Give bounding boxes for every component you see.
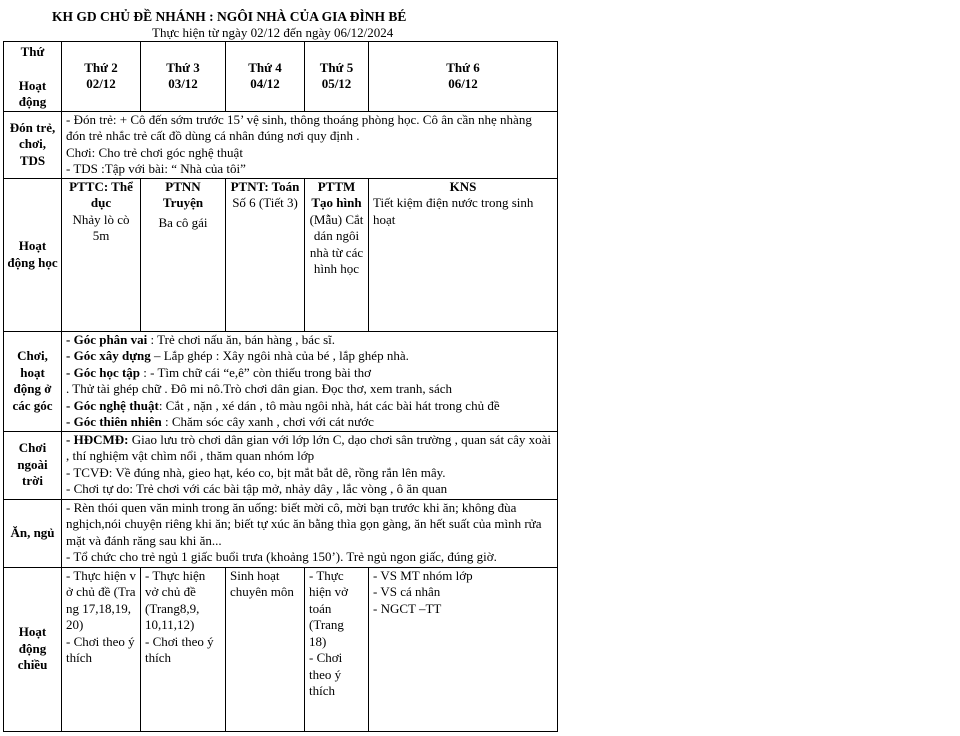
afternoon-item: - Chơi theo ý thích	[66, 633, 135, 665]
goc-item	[66, 398, 553, 415]
text-line: - Tổ chức cho trẻ ngủ 1 giấc buổi trưa (khoảng 150’). Trẻ ngủ ngon giấc, đúng giờ.	[66, 549, 497, 564]
day-header-4	[369, 42, 558, 112]
goc-term: - Góc học tập	[66, 364, 141, 380]
corner-header-cell	[4, 42, 62, 112]
row-label-hoat-dong-hoc: Hoạt động học	[4, 178, 62, 331]
row-choi-ngoai-troi	[4, 431, 558, 499]
ngoai-troi-term: - HĐCMĐ:	[66, 431, 129, 447]
day-date: 05/12	[321, 76, 352, 92]
goc-item	[66, 332, 553, 349]
lesson-cell-1	[141, 178, 226, 331]
an-ngu-content	[62, 499, 558, 567]
text-line: - TDS :Tập với bài: “ Nhà của tôi”	[66, 161, 246, 176]
text-line: - Rèn thói quen văn minh trong ăn uống: biết mời cô, mời bạn trước khi ăn; không đùa nghịch,nói chuyện riêng khi ăn; biết tự xúc ăn bằng thìa gọn gàng, ăn hết suất của mình rửa mặt và đánh răng sau khi ăn...	[66, 499, 542, 548]
lesson-body: Số 6 (Tiết 3)	[232, 195, 298, 210]
ngoai-troi-item	[66, 465, 553, 482]
lesson-body: Ba cô gái	[158, 214, 208, 230]
lesson-body: Nhảy lò cò 5m	[72, 211, 130, 243]
goc-text: : Cắt , nặn , xé dán , tô màu ngôi nhà, hát các bài hát trong chủ đề	[158, 397, 500, 413]
afternoon-item: - NGCT –TT	[373, 600, 442, 616]
row-don-tre	[4, 111, 558, 178]
goc-term: - Góc phân vai	[66, 331, 148, 347]
day-name: Thứ 5	[319, 59, 354, 75]
afternoon-item: Sinh hoạt chuyên môn	[230, 567, 294, 599]
weekly-plan-table	[3, 41, 558, 732]
row-an-ngu	[4, 499, 558, 567]
ngoai-troi-text: - TCVĐ: Về đúng nhà, gieo hạt, kéo co, bịt mắt bắt dê, rồng rắn lên mây.	[66, 464, 446, 480]
day-name: Thứ 3	[166, 59, 200, 75]
lesson-cell-3	[305, 178, 369, 331]
row-label-hoat-dong-chieu: Hoạt động chiều	[4, 567, 62, 731]
don-tre-content	[62, 111, 558, 178]
day-header-2	[226, 42, 305, 112]
day-name: Thứ 2	[84, 59, 118, 75]
lesson-body: Tiết kiệm điện nước trong sinh hoạt	[373, 195, 534, 227]
afternoon-item: - Thực hiện vở chủ đề (Trang8,9, 10,11,12)	[145, 567, 206, 632]
row-label-an-ngu: Ăn, ngủ	[4, 499, 62, 567]
choi-goc-content	[62, 331, 558, 431]
lesson-cell-0	[62, 178, 141, 331]
goc-item	[66, 381, 553, 398]
afternoon-cell-3	[305, 567, 369, 731]
goc-term: - Góc nghệ thuật	[66, 397, 159, 413]
text-line: Chơi: Cho trẻ chơi góc nghệ thuật	[66, 144, 243, 160]
corner-header-activity: Hoạt động	[18, 77, 47, 109]
lesson-heading: PTTM Tạo hình	[311, 178, 362, 210]
day-date: 02/12	[86, 76, 116, 92]
day-header-0	[62, 42, 141, 112]
goc-text: : Trẻ chơi nấu ăn, bán hàng , bác sĩ.	[147, 331, 336, 347]
page-title: KH GD CHỦ ĐỀ NHÁNH : NGÔI NHÀ CỦA GIA ĐÌNH BÉ	[52, 9, 407, 24]
afternoon-item: - Chơi theo ý thích	[145, 633, 214, 665]
header-row	[4, 42, 558, 112]
lesson-cell-4	[369, 178, 558, 331]
goc-item	[66, 365, 553, 382]
lesson-body: (Mẫu) Cắt dán ngôi nhà từ các hình học	[309, 211, 364, 276]
page-subtitle: Thực hiện từ ngày 02/12 đến ngày 06/12/2024	[152, 25, 394, 40]
goc-text: : - Tìm chữ cái “e,ê” còn thiếu trong bài thơ	[140, 364, 372, 380]
row-label-choi-ngoai-troi: Chơi ngoài trời	[4, 431, 62, 499]
afternoon-item: - Chơi theo ý thích	[309, 650, 343, 698]
lesson-heading: PTNT: Toán	[230, 178, 300, 194]
lesson-heading: KNS	[449, 178, 477, 194]
lesson-cell-2	[226, 178, 305, 331]
ngoai-troi-item	[66, 481, 553, 498]
row-hoat-dong-chieu	[4, 567, 558, 731]
day-header-3	[305, 42, 369, 112]
goc-text: – Lắp ghép : Xây ngôi nhà của bé , lắp ghép nhà.	[150, 348, 409, 363]
choi-ngoai-troi-content	[62, 431, 558, 499]
lesson-heading: PTNN Truyện	[162, 178, 204, 210]
day-name: Thứ 4	[248, 59, 282, 75]
afternoon-item: - VS MT nhóm lớp	[373, 567, 473, 583]
day-date: 06/12	[448, 76, 478, 92]
row-choi-goc	[4, 331, 558, 431]
day-name: Thứ 6	[446, 59, 480, 75]
corner-header-day: Thứ	[20, 44, 45, 59]
afternoon-item: - Thực hiện vở chủ đề (Trang 17,18,19,20)	[66, 567, 136, 632]
goc-term: - Góc thiên nhiên	[66, 414, 162, 429]
goc-item	[66, 348, 553, 365]
text-line: - Đón trẻ: + Cô đến sớm trước 15’ vệ sinh, thông thoáng phòng học. Cô ân cần nhẹ nhàng đón trẻ nhắc trẻ cất đồ dùng cá nhân đúng nơi quy định .	[66, 111, 532, 143]
goc-item	[66, 414, 553, 431]
day-date: 03/12	[168, 76, 198, 92]
day-header-1	[141, 42, 226, 112]
afternoon-cell-4	[369, 567, 558, 731]
day-date: 04/12	[250, 76, 280, 92]
afternoon-item: - Thực hiện vở toán (Trang 18)	[309, 567, 349, 649]
lesson-heading: PTTC: Thể dục	[69, 178, 133, 210]
goc-text: . Thử tài ghép chữ . Đô mi nô.Trò chơi dân gian. Đọc thơ, xem tranh, sách	[66, 381, 453, 396]
afternoon-item: - VS cá nhân	[373, 584, 441, 599]
row-hoat-dong-hoc	[4, 178, 558, 331]
ngoai-troi-item	[66, 432, 553, 465]
ngoai-troi-text: Giao lưu trò chơi dân gian với lớp lớn C, dạo chơi sân trường , quan sát cây xoài , thí nghiệm vật chìm nổi , thăm quan nhóm lớp	[66, 431, 551, 463]
row-label-don-tre: Đón trẻ, chơi, TDS	[4, 111, 62, 178]
ngoai-troi-text: - Chơi tự do: Trẻ chơi với các bài tập mở, nhảy dây , lắc vòng , ô ăn quan	[66, 481, 448, 496]
row-label-choi-goc: Chơi, hoạt động ở các góc	[4, 331, 62, 431]
afternoon-cell-2	[226, 567, 305, 731]
afternoon-cell-0	[62, 567, 141, 731]
goc-text: : Chăm sóc cây xanh , chơi với cát nước	[161, 414, 374, 429]
afternoon-cell-1	[141, 567, 226, 731]
goc-term: - Góc xây dựng	[66, 348, 151, 363]
